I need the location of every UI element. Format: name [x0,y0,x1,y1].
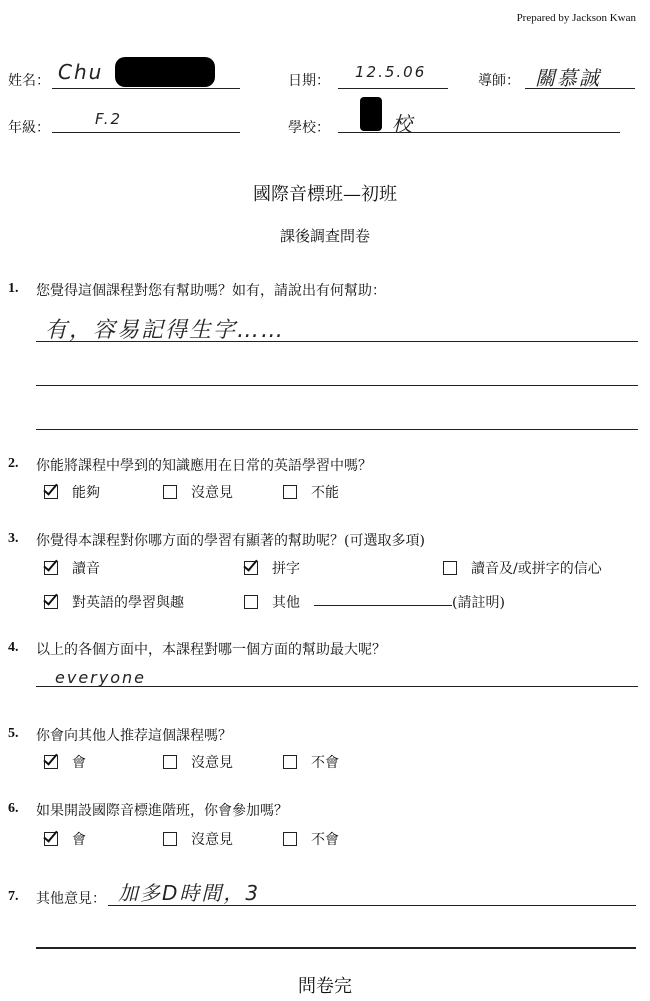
question-number: 6. [8,801,19,816]
name-underline [52,88,240,89]
answer-line [36,385,638,386]
end-of-survey: 問卷完 [298,976,352,997]
question-text: 你能將課程中學到的知識應用在日常的英語學習中嗎？ [36,458,372,474]
grade-value: F.2 [95,110,123,128]
name-label: 姓名： [8,73,50,89]
option-yes[interactable] [44,752,86,772]
option-label: 沒意見 [191,832,233,848]
checkbox[interactable] [283,832,297,846]
option-no-opinion[interactable] [163,829,233,849]
checkbox[interactable] [283,485,297,499]
option-label: 讀音 [72,561,100,577]
teacher-value: 關慕誠 [535,66,601,90]
option-label: 對英語的學習與趣 [72,595,184,611]
option-label: 不會 [311,755,339,771]
option-label: 不能 [311,485,339,501]
checkbox[interactable] [283,755,297,769]
question-number: 2. [8,456,19,471]
option-confidence[interactable] [443,558,602,578]
checkbox[interactable] [163,755,177,769]
answer-line [36,947,636,949]
checkbox[interactable] [244,561,258,575]
option-label: 其他 [272,595,300,611]
question-text: 其他意見： [36,891,106,907]
answer-line [36,341,638,342]
other-specify-line[interactable] [314,605,452,606]
option-label: 能夠 [72,485,100,501]
answer-line [36,429,638,430]
checkbox[interactable] [44,485,58,499]
grade-underline [52,132,240,133]
checkbox[interactable] [244,595,258,609]
option-label: 沒意見 [191,485,233,501]
school-underline [338,132,620,133]
option-interest[interactable] [44,592,184,612]
checkbox[interactable] [163,832,177,846]
grade-label: 年級： [8,120,50,136]
option-no[interactable] [283,829,339,849]
form-subtitle: 課後調查問卷 [279,227,370,245]
date-value: 12.5.06 [355,63,427,81]
teacher-label: 導師： [478,73,520,89]
redaction-mark [360,97,382,131]
question-text: 你覺得本課程對你哪方面的學習有顯著的幫助呢？(可選取多項) [36,533,425,549]
question-number: 4. [8,640,19,655]
school-label: 學校： [288,120,330,136]
redaction-mark [115,57,215,87]
option-label: 會 [72,755,86,771]
question-text: 您覺得這個課程對您有幫助嗎？如有，請說出有何幫助： [36,283,386,299]
question-number: 3. [8,531,19,546]
answer-line [108,905,636,906]
answer-text: 加多D時間，3 [118,881,261,905]
option-label: 讀音及/或拼字的信心 [471,561,602,577]
checkbox[interactable] [44,561,58,575]
question-text: 你會向其他人推荐這個課程嗎？ [36,728,232,744]
option-no-opinion[interactable] [163,482,233,502]
option-label: 沒意見 [191,755,233,771]
checkbox[interactable] [163,485,177,499]
answer-text: 有，容易記得生字…… [45,318,286,343]
option-label: 不會 [311,832,339,848]
checkbox[interactable] [44,595,58,609]
date-label: 日期： [288,73,330,89]
checkbox[interactable] [44,755,58,769]
name-value: Chu [58,60,104,84]
question-number: 7. [8,889,19,904]
school-value: 校 [392,112,414,136]
option-yes[interactable] [44,829,86,849]
option-unable[interactable] [283,482,339,502]
option-label: 拼字 [272,561,300,577]
option-spelling[interactable] [244,558,300,578]
option-pronunciation[interactable] [44,558,100,578]
question-text: 如果開設國際音標進階班，你會參加嗎？ [36,803,288,819]
question-number: 5. [8,726,19,741]
question-text: 以上的各個方面中，本課程對哪一個方面的幫助最大呢？ [36,642,386,658]
checkbox[interactable] [443,561,457,575]
date-underline [338,88,448,89]
specify-note: (請註明) [452,595,505,611]
form-title: 國際音標班—初班 [253,184,397,205]
answer-line [36,686,638,687]
answer-text: everyone [55,668,146,687]
option-no-opinion[interactable] [163,752,233,772]
option-able[interactable] [44,482,100,502]
option-label: 會 [72,832,86,848]
teacher-underline [525,88,635,89]
option-no[interactable] [283,752,339,772]
prepared-by: Prepared by Jackson Kwan [516,12,636,24]
option-other[interactable] [244,592,300,612]
question-number: 1. [8,281,19,296]
checkbox[interactable] [44,832,58,846]
